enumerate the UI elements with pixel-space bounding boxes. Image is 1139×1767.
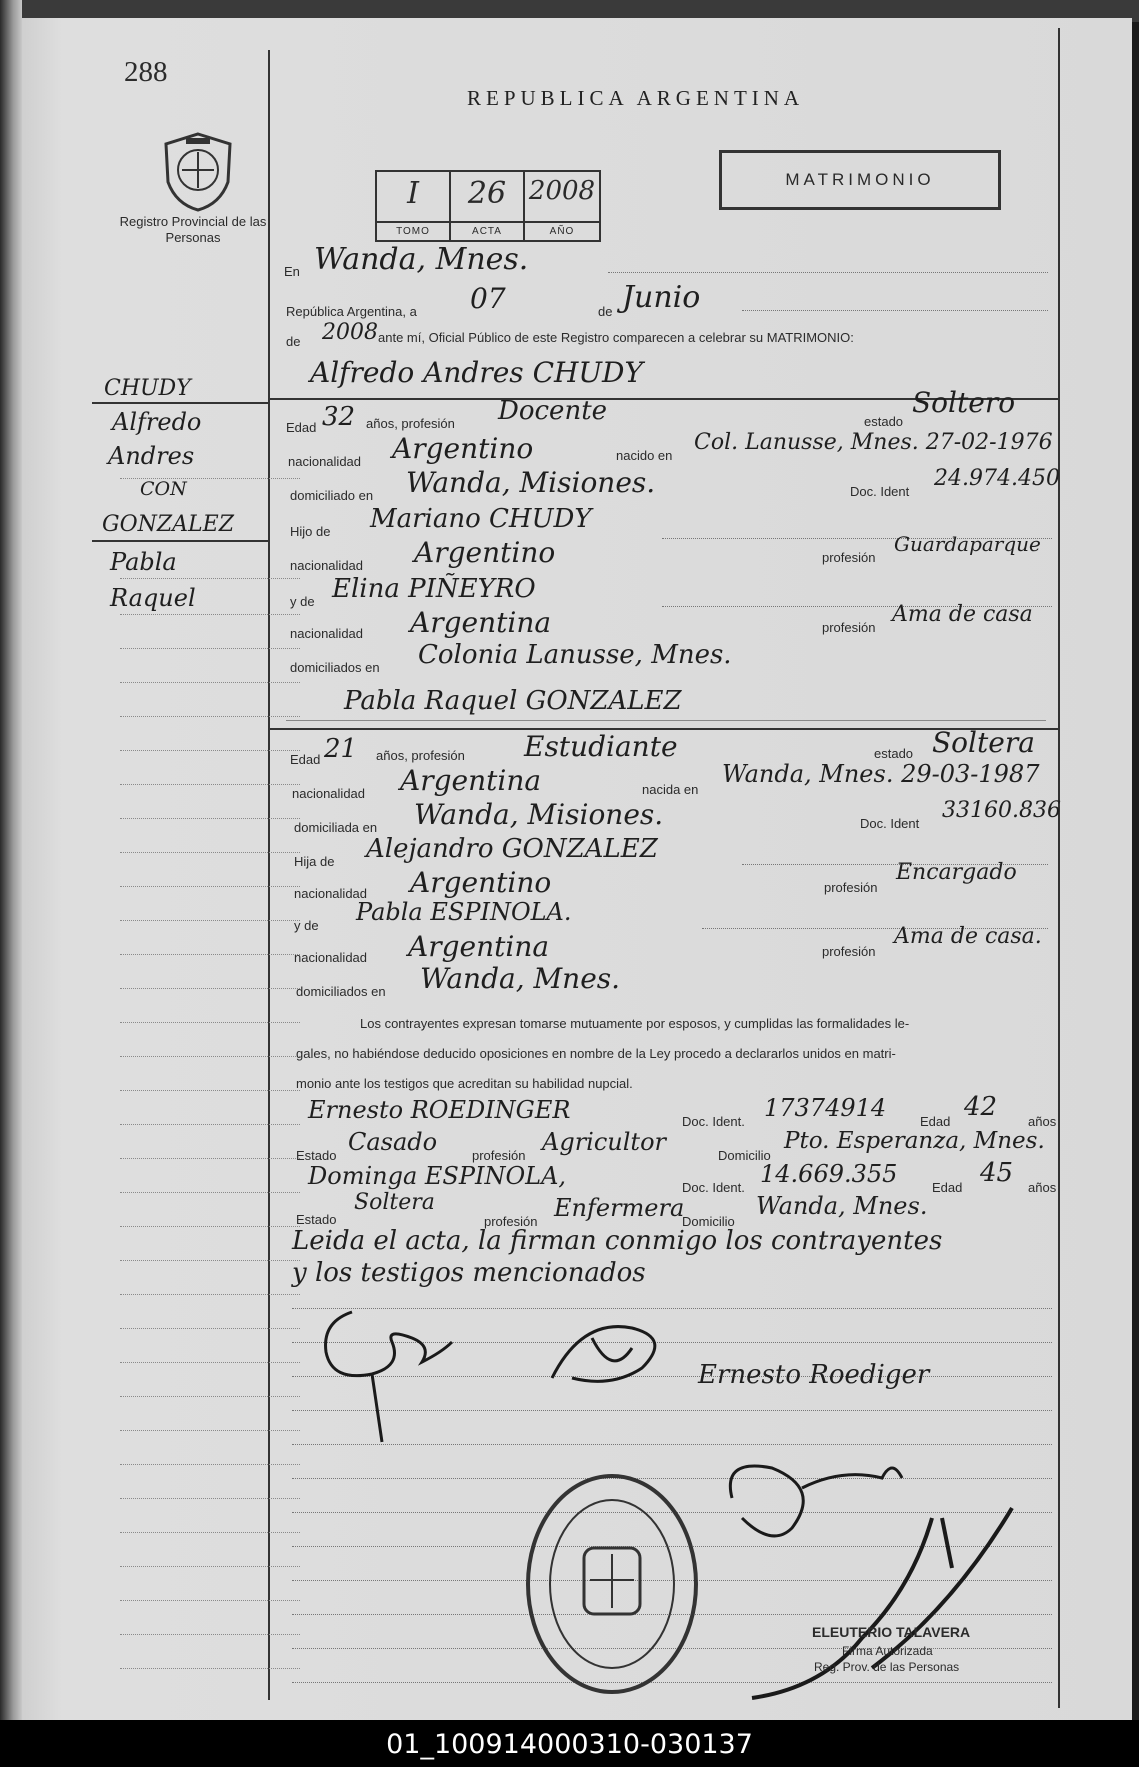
label-ante-mi: ante mí, Oficial Público de este Registro comparecen a celebrar su MATRIMONIO: — [378, 330, 854, 345]
label-nacida-en: nacida en — [642, 782, 699, 797]
registry-seal-icon — [522, 1470, 702, 1698]
bride-name: Pabla Raquel GONZALEZ — [344, 686, 682, 716]
bride-status: Soltera — [932, 726, 1035, 759]
year-value: 2008 — [322, 320, 378, 345]
bride-mother-profession: Ama de casa. — [894, 924, 1042, 949]
label-y-de: y de — [290, 594, 315, 609]
groom-signature-icon — [312, 1282, 492, 1462]
legal-text-line-3: monio ante los testigos que acreditan su habilidad nupcial. — [296, 1076, 633, 1091]
margin-note-line-4: CON — [140, 478, 187, 500]
place-value: Wanda, Mnes. — [314, 242, 529, 277]
margin-ruled-line — [120, 1192, 300, 1193]
acta-value: 26 — [467, 176, 507, 211]
bride-father-nationality: Argentino — [410, 866, 552, 899]
label-edad-w2: Edad — [932, 1180, 963, 1195]
month-line — [742, 310, 1048, 311]
label-de-month: de — [598, 304, 613, 319]
tomo-label: TOMO — [377, 221, 449, 240]
groom-age: 32 — [322, 402, 356, 432]
margin-ruled-line — [120, 614, 300, 615]
label-anos-profesion-bride: años, profesión — [376, 748, 465, 763]
bride-nationality: Argentina — [400, 764, 542, 797]
groom-birthplace: Col. Lanusse, Mnes. 27-02-1976 — [694, 430, 1053, 455]
margin-ruled-line — [120, 1294, 300, 1295]
label-nacionalidad-mother: nacionalidad — [290, 626, 364, 641]
margin-ruled-line — [120, 954, 300, 955]
label-de-year: de — [286, 334, 301, 349]
margin-ruled-line — [120, 852, 300, 853]
label-nacionalidad-bride-mother: nacionalidad — [294, 950, 368, 965]
label-doc-ident: Doc. Ident — [850, 484, 910, 499]
label-estado-bride: estado — [874, 746, 914, 761]
bride-name-line — [286, 720, 1046, 721]
margin-note-rule — [92, 540, 270, 542]
margin-ruled-line — [120, 920, 300, 921]
label-anos-profesion: años, profesión — [366, 416, 455, 431]
bride-profession: Estudiante — [524, 730, 678, 763]
label-doc-ident-bride: Doc. Ident — [860, 816, 920, 831]
country-title: REPUBLICA ARGENTINA — [467, 86, 805, 110]
margin-note-line-1: CHUDY — [104, 376, 191, 401]
official-office: Reg. Prov. de las Personas — [814, 1660, 960, 1674]
label-profesion-mother: profesión — [822, 620, 876, 635]
margin-ruled-line — [120, 1328, 300, 1329]
ano-label: AÑO — [525, 221, 599, 240]
acta-label: ACTA — [451, 221, 523, 240]
witness-2-domicile: Wanda, Mnes. — [756, 1192, 928, 1220]
label-en: En — [284, 264, 300, 279]
label-profesion-bride-father: profesión — [824, 880, 878, 895]
label-y-de-bride: y de — [294, 918, 319, 933]
bride-age: 21 — [324, 734, 358, 764]
margin-note-line-6: Pabla — [110, 548, 177, 576]
witness-2-profession: Enfermera — [554, 1194, 685, 1222]
label-profesion-father: profesión — [822, 550, 876, 565]
tomo-acta-box — [375, 170, 601, 242]
margin-ruled-line — [120, 1090, 300, 1091]
official-title: Firma Autorizada — [842, 1644, 933, 1658]
label-hijo-de: Hijo de — [290, 524, 331, 539]
margin-note-line-2: Alfredo — [112, 408, 202, 436]
label-estado: estado — [864, 414, 904, 429]
day-value: 07 — [470, 282, 506, 315]
ano-value: 2008 — [528, 176, 596, 206]
margin-name-rule — [92, 402, 270, 404]
ano-cell — [525, 172, 599, 240]
margin-ruled-line — [120, 1226, 300, 1227]
label-anos-w1: años — [1028, 1114, 1057, 1129]
label-edad: Edad — [286, 420, 317, 435]
groom-name: Alfredo Andres CHUDY — [310, 356, 643, 389]
closing-line-2: y los testigos mencionados — [292, 1258, 646, 1288]
groom-profession: Docente — [498, 396, 608, 426]
witness-1-domicile: Pto. Esperanza, Mnes. — [784, 1128, 1045, 1154]
margin-ruled-line — [120, 1396, 300, 1397]
margin-ruled-line — [120, 750, 300, 751]
label-domiciliada: domiciliada en — [294, 820, 378, 835]
margin-ruled-line — [120, 1362, 300, 1363]
bride-parents-residence: Wanda, Mnes. — [420, 962, 621, 995]
margin-ruled-line — [120, 1056, 300, 1057]
legal-text-line-1: Los contrayentes expresan tomarse mutuamente por esposos, y cumplidas las formalidades le- — [360, 1016, 910, 1031]
bride-birthplace: Wanda, Mnes. 29-03-1987 — [722, 760, 1040, 788]
margin-ruled-line — [120, 478, 300, 479]
bride-father: Alejandro GONZALEZ — [366, 834, 658, 864]
bride-residence: Wanda, Misiones. — [414, 798, 664, 831]
margin-ruled-line — [120, 886, 300, 887]
book-binding — [0, 0, 22, 1720]
groom-residence: Wanda, Misiones. — [406, 466, 656, 499]
witness-2-age: 45 — [980, 1158, 1014, 1188]
margin-ruled-line — [120, 1260, 300, 1261]
label-anos-w2: años — [1028, 1180, 1057, 1195]
groom-father-profession: Guardaparque — [894, 532, 1041, 556]
month-value: Junio — [622, 280, 701, 315]
margin-ruled-line — [120, 578, 300, 579]
label-profesion-bride-mother: profesión — [822, 944, 876, 959]
groom-father-nationality: Argentino — [414, 536, 556, 569]
bride-father-profession: Encargado — [896, 860, 1017, 885]
margin-ruled-line — [120, 818, 300, 819]
margin-ruled-line — [120, 1600, 300, 1601]
witness-1-age: 42 — [964, 1092, 998, 1122]
tomo-value: I — [407, 176, 419, 211]
label-domiciliados: domiciliados en — [290, 660, 380, 675]
registry-name-text: Registro Provincial de las Personas — [119, 214, 267, 245]
label-doc-ident-w1: Doc. Ident. — [682, 1114, 745, 1129]
label-nacionalidad-bride: nacionalidad — [292, 786, 366, 801]
margin-ruled-line — [120, 1566, 300, 1567]
witness-1-profession: Agricultor — [542, 1128, 666, 1156]
margin-ruled-line — [120, 648, 300, 649]
label-profesion-w1: profesión — [472, 1148, 526, 1163]
closing-line-1: Leida el acta, la firman conmigo los contrayentes — [292, 1226, 943, 1256]
groom-mother-nationality: Argentina — [410, 606, 552, 639]
witness-1-name: Ernesto ROEDINGER — [308, 1096, 571, 1124]
margin-ruled-line — [120, 1022, 300, 1023]
label-domicilio-w2: Domicilio — [682, 1214, 735, 1229]
groom-father: Mariano CHUDY — [370, 504, 592, 534]
witness-1-status: Casado — [348, 1128, 438, 1156]
groom-mother-profession: Ama de casa — [892, 602, 1033, 627]
witness-signature: Ernesto Roediger — [698, 1360, 930, 1390]
margin-ruled-line — [120, 1532, 300, 1533]
witness-2-status: Soltera — [354, 1190, 435, 1215]
footer-code: 01_100914000310-030137 — [386, 1729, 753, 1760]
label-estado-w1: Estado — [296, 1148, 337, 1163]
margin-ruled-line — [120, 1124, 300, 1125]
margin-ruled-line — [120, 988, 300, 989]
margin-ruled-line — [120, 1634, 300, 1635]
acta-cell — [451, 172, 525, 240]
margin-ruled-line — [120, 1430, 300, 1431]
label-doc-ident-w2: Doc. Ident. — [682, 1180, 745, 1195]
label-hija-de: Hija de — [294, 854, 335, 869]
label-domiciliados-bride: domiciliados en — [296, 984, 386, 999]
act-type-box: MATRIMONIO — [719, 150, 1001, 210]
label-profesion-w2: profesión — [484, 1214, 538, 1229]
label-nacionalidad: nacionalidad — [288, 454, 362, 469]
label-republica: República Argentina, a — [286, 304, 417, 319]
label-edad-bride: Edad — [290, 752, 321, 767]
bride-mother: Pabla ESPINOLA. — [356, 898, 572, 926]
margin-ruled-line — [120, 682, 300, 683]
bride-signature-icon — [542, 1308, 682, 1398]
margin-ruled-line — [120, 1498, 300, 1499]
legal-text-line-2: gales, no habiéndose deducido oposiciones en nombre de la Ley procedo a declararlos unidos en matri- — [296, 1046, 896, 1061]
groom-parents-residence: Colonia Lanusse, Mnes. — [418, 640, 732, 670]
margin-ruled-line — [120, 716, 300, 717]
margin-ruled-line — [120, 1668, 300, 1669]
right-border — [1058, 28, 1060, 1708]
label-nacionalidad-father: nacionalidad — [290, 558, 364, 573]
bride-mother-nationality: Argentina — [408, 930, 550, 963]
margin-note-line-7: Raquel — [110, 584, 196, 612]
margin-note-line-3: Andres — [108, 442, 195, 470]
groom-nationality: Argentino — [392, 432, 534, 465]
label-nacionalidad-bride-father: nacionalidad — [294, 886, 368, 901]
witness-1-doc: 17374914 — [764, 1094, 887, 1122]
tomo-cell — [377, 172, 451, 240]
groom-mother: Elina PIÑEYRO — [332, 574, 536, 604]
margin-ruled-line — [120, 1464, 300, 1465]
label-domicilio-w1: Domicilio — [718, 1148, 771, 1163]
margin-divider — [268, 50, 270, 1700]
label-estado-w2: Estado — [296, 1212, 337, 1227]
groom-doc: 24.974.450 — [934, 466, 1060, 491]
official-name: ELEUTERIO TALAVERA — [812, 1624, 971, 1640]
witness-2-doc: 14.669.355 — [760, 1160, 898, 1188]
witness-2-name: Dominga ESPINOLA, — [308, 1162, 567, 1190]
label-nacido-en: nacido en — [616, 448, 673, 463]
place-line — [608, 272, 1048, 273]
label-edad-w1: Edad — [920, 1114, 951, 1129]
margin-ruled-line — [120, 784, 300, 785]
bride-doc: 33160.836 — [942, 798, 1061, 823]
label-domiciliado: domiciliado en — [290, 488, 374, 503]
margin-note-line-5: GONZALEZ — [102, 512, 234, 537]
groom-status: Soltero — [912, 386, 1016, 419]
register-page — [22, 18, 1132, 1720]
registry-name — [118, 214, 268, 246]
registry-emblem-icon — [160, 130, 236, 214]
page-number: 288 — [124, 56, 168, 88]
margin-ruled-line — [120, 1158, 300, 1159]
